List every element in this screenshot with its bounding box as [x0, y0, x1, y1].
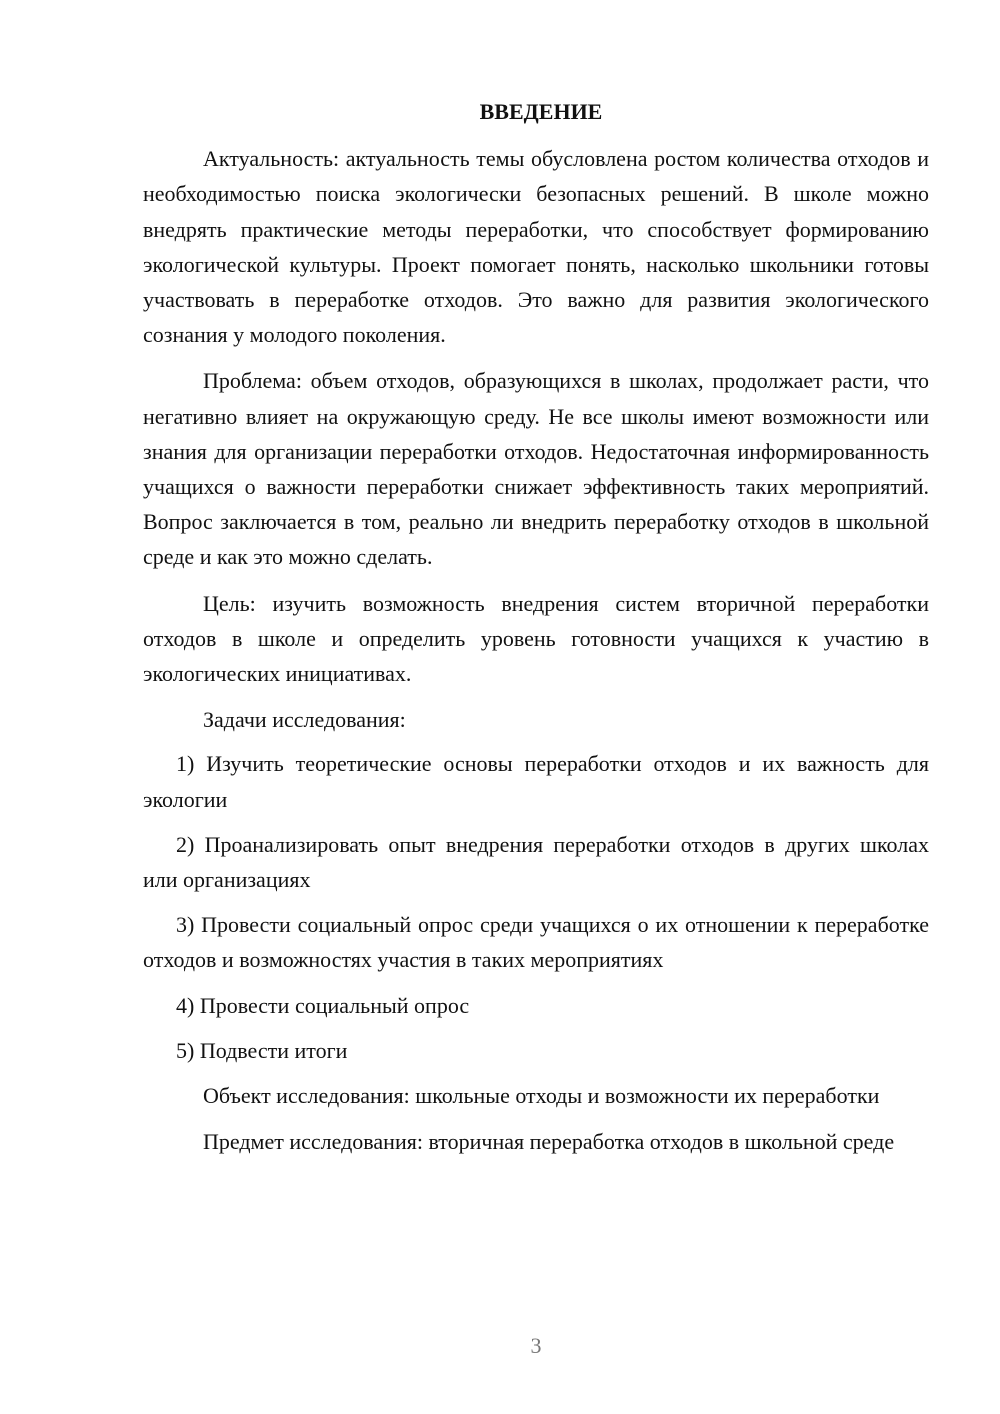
- problem-paragraph: Проблема: объем отходов, образующихся в школах, продолжает расти, что негативно влияет на окружающую среду. Не все школы имеют возможности или знания для организации переработки отходов. Недостаточная информированность учащихся о важности переработки снижает эффективность таких мероприятий. Вопрос заключается в том, реально ли внедрить переработку отходов в школьной среде и как это можно сделать.: [143, 368, 929, 570]
- subject-paragraph: Предмет исследования: вторичная переработка отходов в школьной среде: [203, 1129, 895, 1155]
- relevance-paragraph: Актуальность: актуальность темы обусловлена ростом количества отходов и необходимостью поиска экологически безопасных решений. В школе можно внедрять практические методы переработки, что способствует формированию экологической культуры. Проект помогает понять, насколько школьники готовы участвовать в переработке отходов. Это важно для развития экологического сознания у молодого поколения.: [143, 146, 929, 348]
- task-item-1: 1) Изучить теоретические основы переработки отходов и их важность для экологии: [143, 751, 929, 812]
- object-paragraph: Объект исследования: школьные отходы и возможности их переработки: [203, 1083, 880, 1109]
- task-item-3: 3) Провести социальный опрос среди учащихся о их отношении к переработке отходов и возможностях участия в таких мероприятиях: [143, 912, 929, 973]
- task-item-4: 4) Провести социальный опрос: [176, 992, 470, 1018]
- page-content: [143, 94, 929, 1170]
- section-heading: ВВЕДЕНИЕ: [479, 99, 603, 124]
- task-item-2: 2) Проанализировать опыт внедрения переработки отходов в других школах или организациях: [143, 831, 929, 893]
- page-number: 3: [530, 1333, 542, 1358]
- tasks-title: Задачи исследования:: [203, 707, 406, 733]
- tasks-list: [143, 746, 929, 1068]
- task-item-5: 5) Подвести итоги: [176, 1037, 348, 1063]
- goal-paragraph: Цель: изучить возможность внедрения систем вторичной переработки отходов в школе и определить уровень готовности учащихся к участию в экологических инициативах.: [143, 590, 929, 687]
